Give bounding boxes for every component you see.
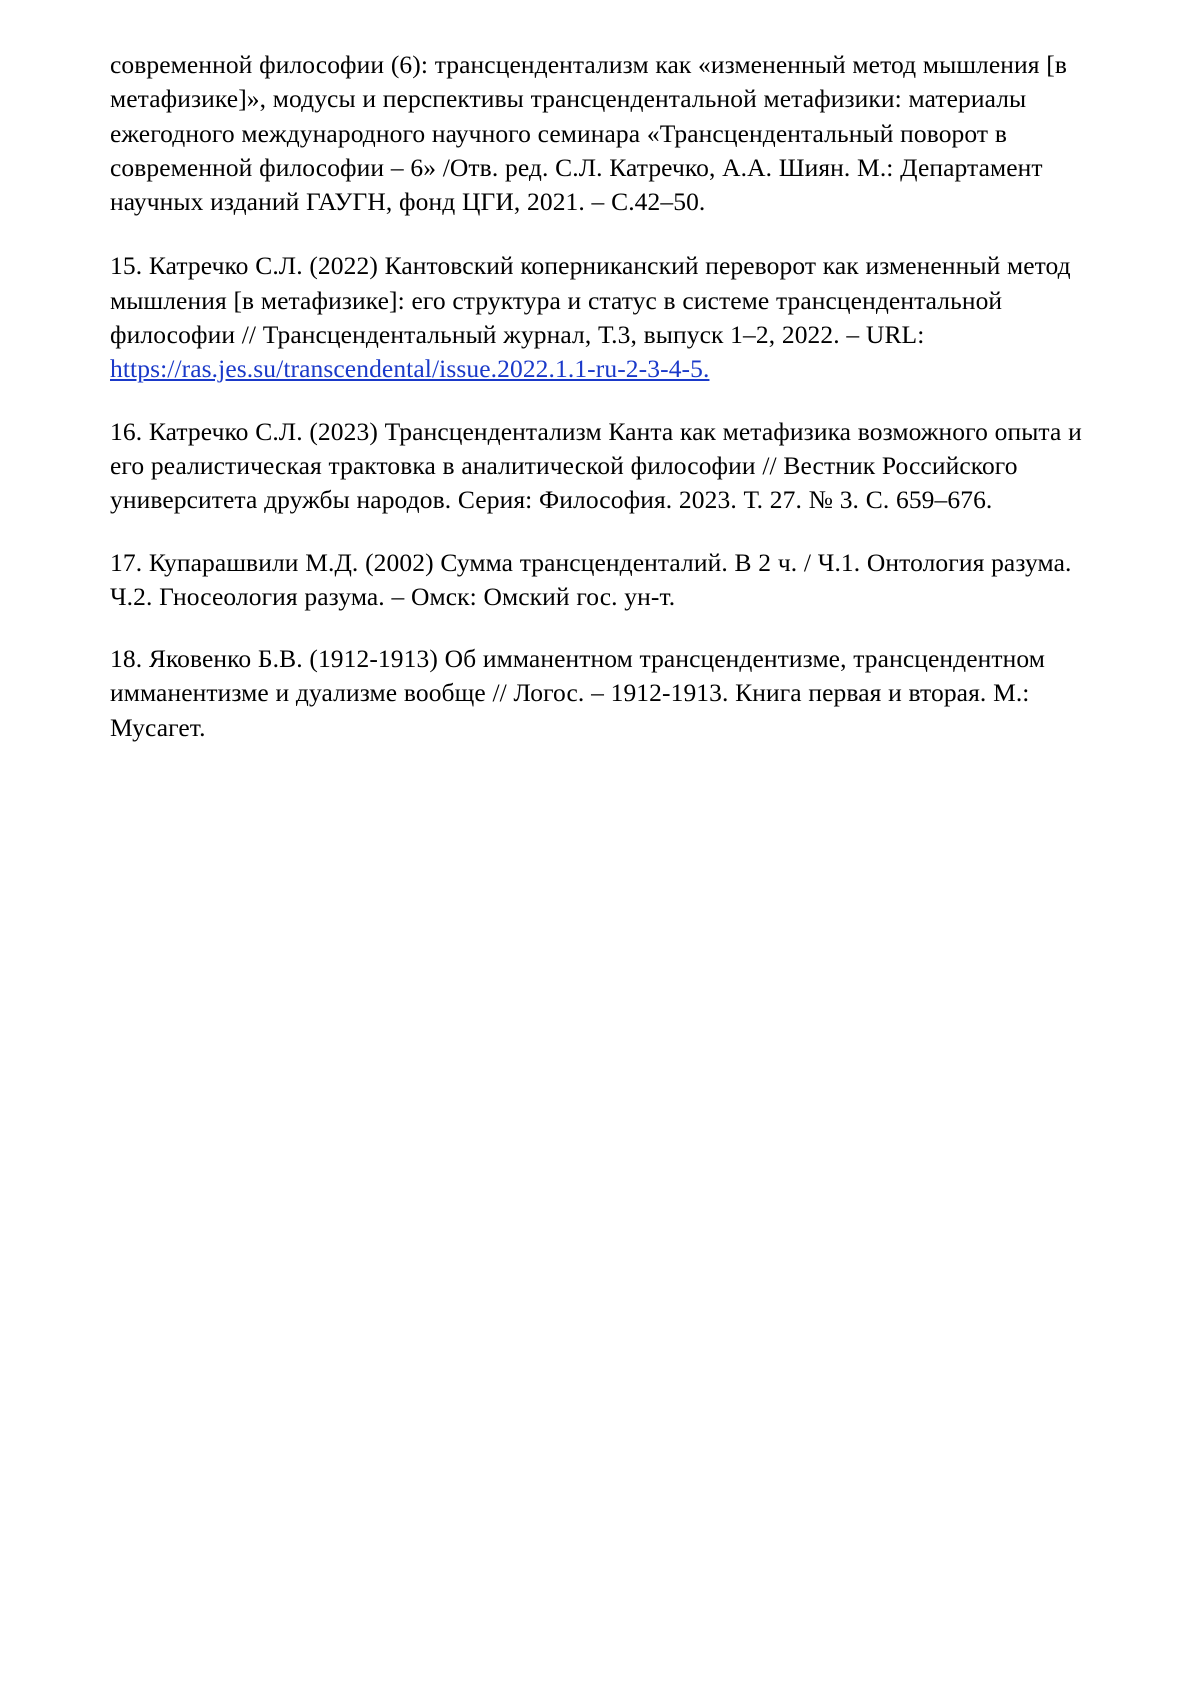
reference-entry-16: 16. Катречко С.Л. (2023) Трансцендентализм Канта как метафизика возможного опыта и его реалистическая трактовка в аналитической философии // Вестник Российского университета дружбы народов. Серия: Философия. 2023. Т. 27. № 3. С. 659–676.	[110, 416, 1082, 515]
reference-entry-15	[110, 249, 1104, 386]
reference-entry-continued: современной философии (6): трансцендентализм как «измененный метод мышления [в метафизике]», модусы и перспективы трансцендентальной метафизики: материалы ежегодного международного научного семинара «Трансцендентальный поворот в современной философии – 6» /Отв. ред. С.Л. Катречко, А.А. Шиян. М.: Департамент научных изданий ГАУГН, фонд ЦГИ, 2021. – С.42–50.	[110, 50, 1068, 217]
reference-15-text: 15. Катречко С.Л. (2022) Кантовский коперниканский переворот как измененный метод мышления [в метафизике]: его структура и статус в системе трансцендентальной философии // Трансцендентальный журнал, Т.3, выпуск 1–2, 2022. – URL:	[110, 251, 1071, 350]
reference-15-url-link[interactable]: https://ras.jes.su/transcendental/issue.2022.1.1-ru-2-3-4-5.	[110, 354, 710, 384]
reference-entry-17: 17. Купарашвили М.Д. (2002) Сумма трансценденталий. В 2 ч. / Ч.1. Онтология разума. Ч.2. Гносеология разума. – Омск: Омский гос. ун-т.	[110, 547, 1072, 611]
reference-entry-18: 18. Яковенко Б.В. (1912-1913) Об имманентном трансцендентизме, трансцендентном имманентизме и дуализме вообще // Логос. – 1912-1913. Книга первая и вторая. М.: Мусагет.	[110, 644, 1045, 742]
